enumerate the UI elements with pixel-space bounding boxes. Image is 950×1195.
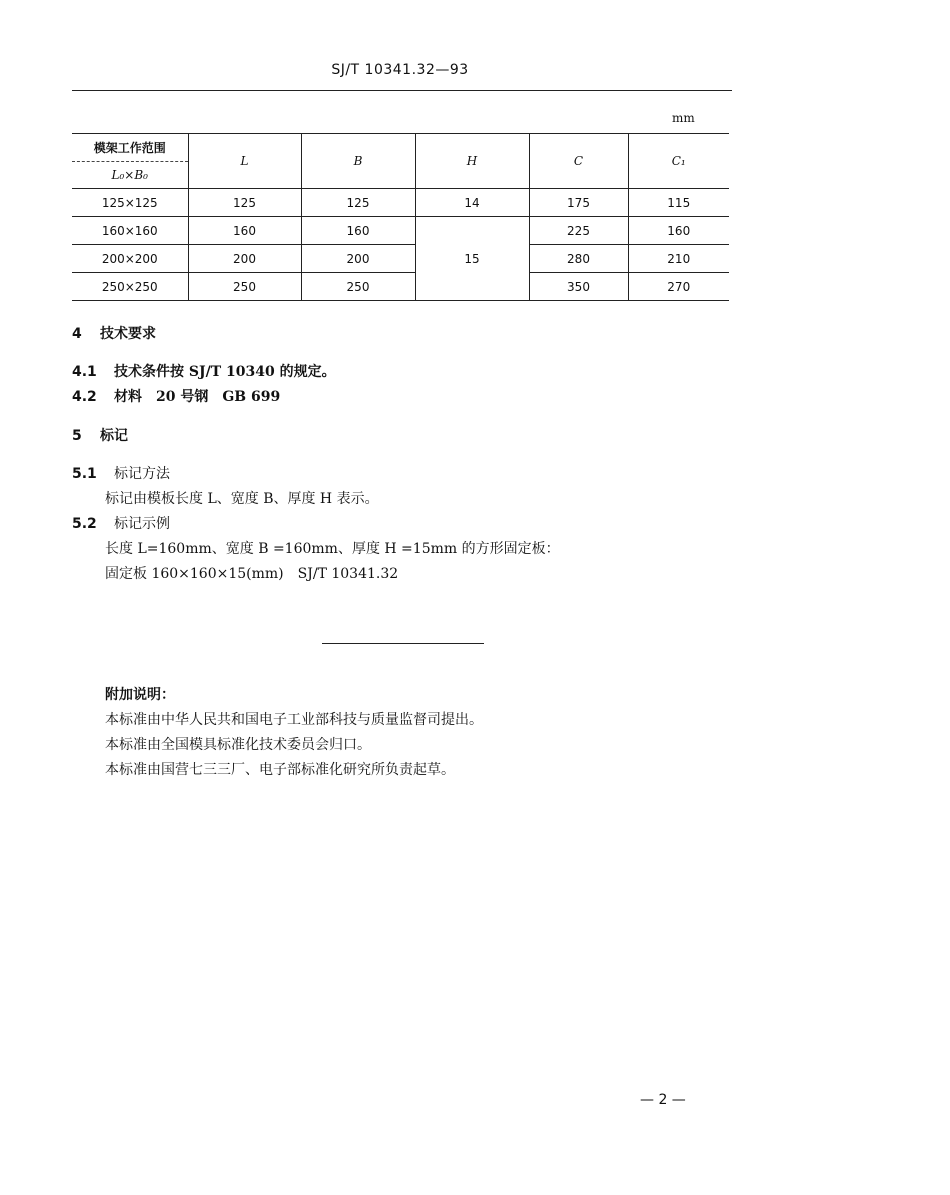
cell-c1: 115: [628, 189, 729, 217]
cell-b: 250: [301, 273, 415, 301]
table-row: [72, 189, 729, 217]
range-header-top: 模架工作范围: [72, 134, 188, 162]
section-4-heading: [72, 323, 156, 343]
clause-text: 材料 20 号钢 GB 699: [114, 389, 281, 405]
cell-b: 200: [301, 245, 415, 273]
cell-l: 125: [188, 189, 301, 217]
clause-title: 标记示例: [114, 516, 170, 532]
note-line: 本标准由中华人民共和国电子工业部科技与质量监督司提出。: [105, 712, 483, 728]
clause-4-1: [72, 361, 336, 381]
cell-l: 160: [188, 217, 301, 245]
table-row: [72, 217, 729, 245]
section-title: 技术要求: [100, 326, 156, 342]
clause-5-1-body: 标记由模板长度 L、宽度 B、厚度 H 表示。: [105, 491, 379, 507]
col-header-l: L: [188, 134, 301, 189]
clause-5-1-heading: [72, 463, 170, 483]
cell-range: 250×250: [72, 273, 188, 301]
cell-c1: 160: [628, 217, 729, 245]
cell-b: 125: [301, 189, 415, 217]
clause-5-2-body-1: 长度 L=160mm、宽度 B =160mm、厚度 H =15mm 的方形固定板：: [105, 541, 560, 557]
cell-c: 280: [529, 245, 628, 273]
page-number: — 2 —: [640, 1092, 686, 1108]
clause-text: 技术条件按 SJ/T 10340 的规定。: [114, 364, 336, 380]
cell-range: 200×200: [72, 245, 188, 273]
dimension-table: [72, 133, 729, 301]
col-header-h: H: [415, 134, 529, 189]
section-number: 5: [72, 428, 82, 444]
clause-5-2-body-2: 固定板 160×160×15(mm) SJ/T 10341.32: [105, 566, 399, 582]
clause-4-2: [72, 386, 280, 406]
section-number: 4: [72, 326, 82, 342]
note-line: 本标准由全国模具标准化技术委员会归口。: [105, 737, 371, 753]
table-row: [72, 273, 729, 301]
col-header-c: C: [529, 134, 628, 189]
col-header-b: B: [301, 134, 415, 189]
cell-c1: 270: [628, 273, 729, 301]
clause-title: 标记方法: [114, 466, 170, 482]
cell-range: 160×160: [72, 217, 188, 245]
clause-number: 4.2: [72, 389, 97, 405]
document-code: SJ/T 10341.32—93: [331, 62, 469, 78]
cell-l: 250: [188, 273, 301, 301]
separator-rule: [322, 643, 484, 644]
cell-l: 200: [188, 245, 301, 273]
cell-b: 160: [301, 217, 415, 245]
clause-number: 5.1: [72, 466, 97, 482]
col-header-c1: C₁: [628, 134, 729, 189]
cell-c: 175: [529, 189, 628, 217]
cell-c1: 210: [628, 245, 729, 273]
range-header-bottom: L₀×B₀: [72, 162, 188, 189]
clause-5-2-heading: [72, 513, 170, 533]
notes-title: 附加说明：: [105, 687, 175, 703]
cell-range: 125×125: [72, 189, 188, 217]
table-row: [72, 245, 729, 273]
cell-h-merged: 15: [415, 217, 529, 301]
cell-c: 350: [529, 273, 628, 301]
section-5-heading: [72, 425, 128, 445]
note-line: 本标准由国营七三三厂、电子部标准化研究所负责起草。: [105, 762, 455, 778]
cell-h: 14: [415, 189, 529, 217]
header-rule: [72, 90, 732, 91]
clause-number: 5.2: [72, 516, 97, 532]
section-title: 标记: [100, 428, 128, 444]
clause-number: 4.1: [72, 364, 97, 380]
cell-c: 225: [529, 217, 628, 245]
table-unit: mm: [672, 111, 695, 125]
